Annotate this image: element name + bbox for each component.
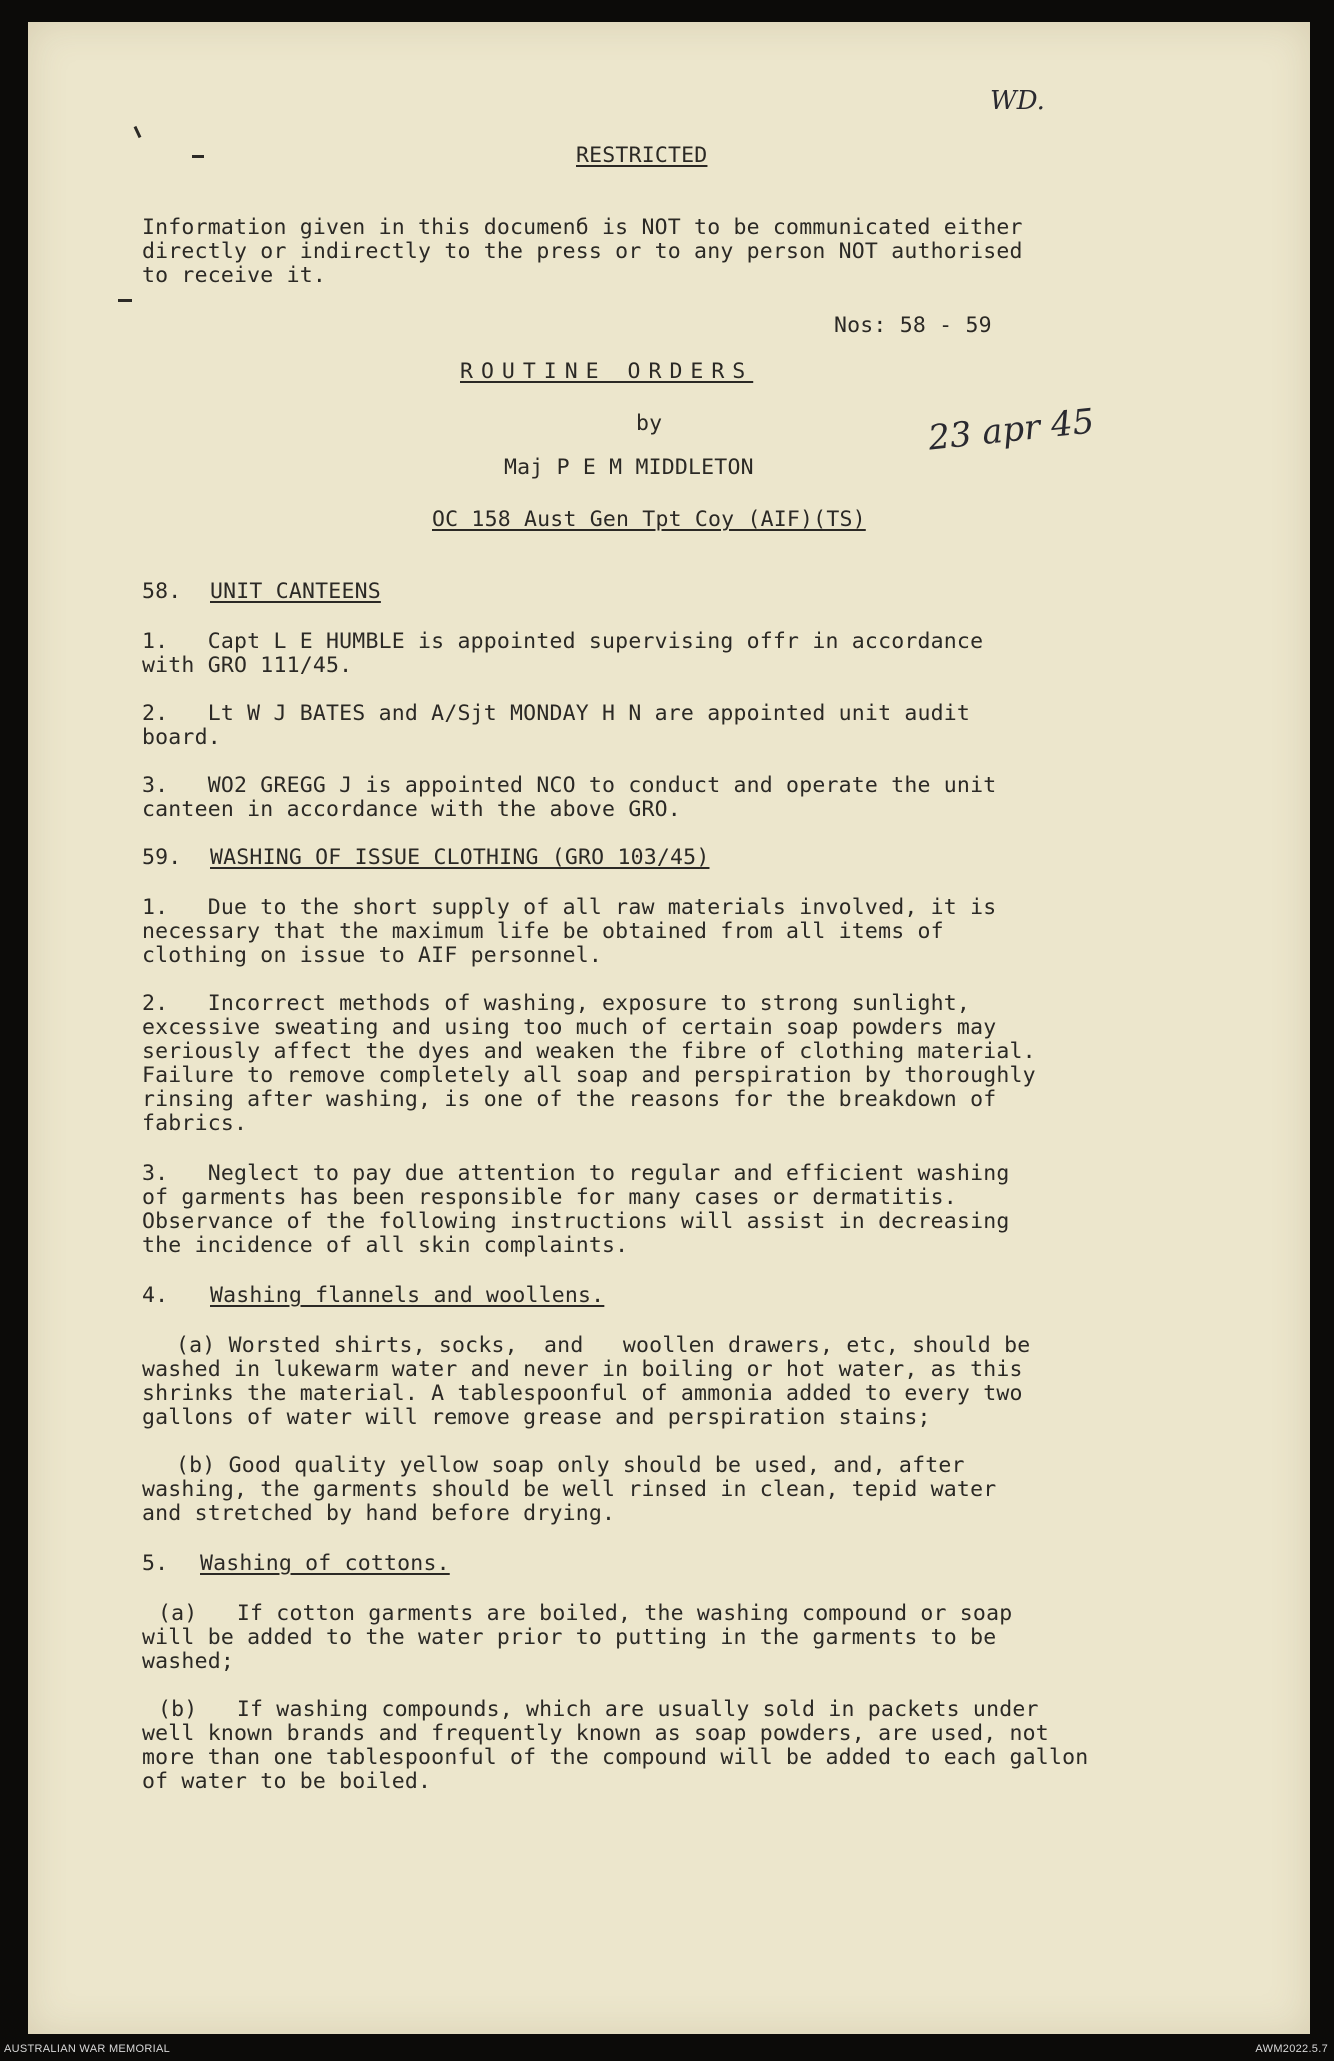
- order-59-para-3-line-1: 3. Neglect to pay due attention to regular and efficient washing: [142, 1161, 1010, 1186]
- document-title: ROUTINE ORDERS: [460, 359, 754, 384]
- sub-4a-line-2: washed in lukewarm water and never in boiling or hot water, as this: [142, 1357, 1023, 1382]
- order-58-para-1-line-1: 1. Capt L E HUMBLE is appointed supervising offr in accordance: [142, 629, 984, 654]
- order-numbers: Nos: 58 - 59: [834, 313, 992, 338]
- order-58-para-3-line-2: canteen in accordance with the above GRO.: [142, 797, 681, 822]
- sub-5a-line-1: (a) If cotton garments are boiled, the washing compound or soap: [158, 1601, 1013, 1626]
- order-58-para-2-line-2: board.: [142, 725, 221, 750]
- order-59-para-2-line-1: 2. Incorrect methods of washing, exposure to strong sunlight,: [142, 991, 971, 1016]
- scan-mark: [118, 299, 132, 302]
- sub-5b-line-1: (b) If washing compounds, which are usually sold in packets under: [158, 1697, 1039, 1722]
- order-59-para-2-line-4: Failure to remove completely all soap and perspiration by thoroughly: [142, 1063, 1036, 1088]
- sub-5a-line-3: washed;: [142, 1649, 235, 1674]
- sub-5a-line-2: will be added to the water prior to putting in the garments to be: [142, 1625, 997, 1650]
- sub-4-number: 4.: [142, 1283, 169, 1308]
- sub-4b-line-1: (b) Good quality yellow soap only should be used, and, after: [176, 1453, 965, 1478]
- sub-5b-line-4: of water to be boiled.: [142, 1769, 432, 1794]
- warning-line-2: directly or indirectly to the press or to any person NOT authorised: [142, 239, 1023, 264]
- order-58-number: 58.: [142, 579, 182, 604]
- sub-5-number: 5.: [142, 1551, 169, 1576]
- order-59-para-1-line-2: necessary that the maximum life be obtained from all items of: [142, 919, 944, 944]
- warning-line-1: Information given in this documenб is NOT to be communicated either: [142, 215, 1023, 240]
- order-59-para-1-line-1: 1. Due to the short supply of all raw materials involved, it is: [142, 895, 997, 920]
- order-59-para-2-line-5: rinsing after washing, is one of the reasons for the breakdown of: [142, 1087, 997, 1112]
- order-58-para-3-line-1: 3. WO2 GREGG J is appointed NCO to conduct and operate the unit: [142, 773, 997, 798]
- order-58-heading: UNIT CANTEENS: [210, 579, 381, 604]
- by-line: by: [636, 411, 663, 436]
- order-59-para-2-line-6: fabrics.: [142, 1111, 248, 1136]
- order-59-para-3-line-2: of garments has been responsible for many cases or dermatitis.: [142, 1185, 957, 1210]
- sub-4a-line-4: gallons of water will remove grease and perspiration stains;: [142, 1405, 931, 1430]
- order-58-para-1-line-2: with GRO 111/45.: [142, 653, 353, 678]
- archive-reference: AWM2022.5.7: [1255, 2043, 1328, 2055]
- sub-5b-line-2: well known brands and frequently known as soap powders, are used, not: [142, 1721, 1049, 1746]
- order-59-number: 59.: [142, 845, 182, 870]
- scan-mark: [192, 155, 204, 158]
- warning-line-3: to receive it.: [142, 263, 327, 288]
- archive-credit: AUSTRALIAN WAR MEMORIAL: [4, 2043, 171, 2055]
- order-59-para-3-line-3: Observance of the following instructions will assist in decreasing: [142, 1209, 1010, 1234]
- sub-5-heading: Washing of cottons.: [200, 1551, 450, 1576]
- order-59-heading: WASHING OF ISSUE CLOTHING (GRO 103/45): [210, 845, 710, 870]
- sub-5b-line-3: more than one tablespoonful of the compound will be added to each gallon: [142, 1745, 1089, 1770]
- unit-name: OC 158 Aust Gen Tpt Coy (AIF)(TS): [432, 507, 866, 532]
- sub-4b-line-2: washing, the garments should be well rinsed in clean, tepid water: [142, 1477, 997, 1502]
- order-59-para-3-line-4: the incidence of all skin complaints.: [142, 1233, 629, 1258]
- officer-name: Maj P E M MIDDLETON: [504, 455, 754, 480]
- order-58-para-2-line-1: 2. Lt W J BATES and A/Sjt MONDAY H N are appointed unit audit: [142, 701, 971, 726]
- sub-4a-line-1: (a) Worsted shirts, socks, and woollen drawers, etc, should be: [176, 1333, 1031, 1358]
- order-59-para-2-line-3: seriously affect the dyes and weaken the fibre of clothing material.: [142, 1039, 1036, 1064]
- handwritten-date: 23 apr 45: [926, 401, 1097, 459]
- sub-4a-line-3: shrinks the material. A tablespoonful of ammonia added to every two: [142, 1381, 1023, 1406]
- sub-4b-line-3: and stretched by hand before drying.: [142, 1501, 616, 1526]
- classification-heading: RESTRICTED: [576, 143, 708, 168]
- sub-4-heading: Washing flannels and woollens.: [210, 1283, 605, 1308]
- order-59-para-1-line-3: clothing on issue to AIF personnel.: [142, 943, 603, 968]
- order-59-para-2-line-2: excessive sweating and using too much of certain soap powders may: [142, 1015, 997, 1040]
- wd-handwritten-mark: WD.: [990, 86, 1045, 116]
